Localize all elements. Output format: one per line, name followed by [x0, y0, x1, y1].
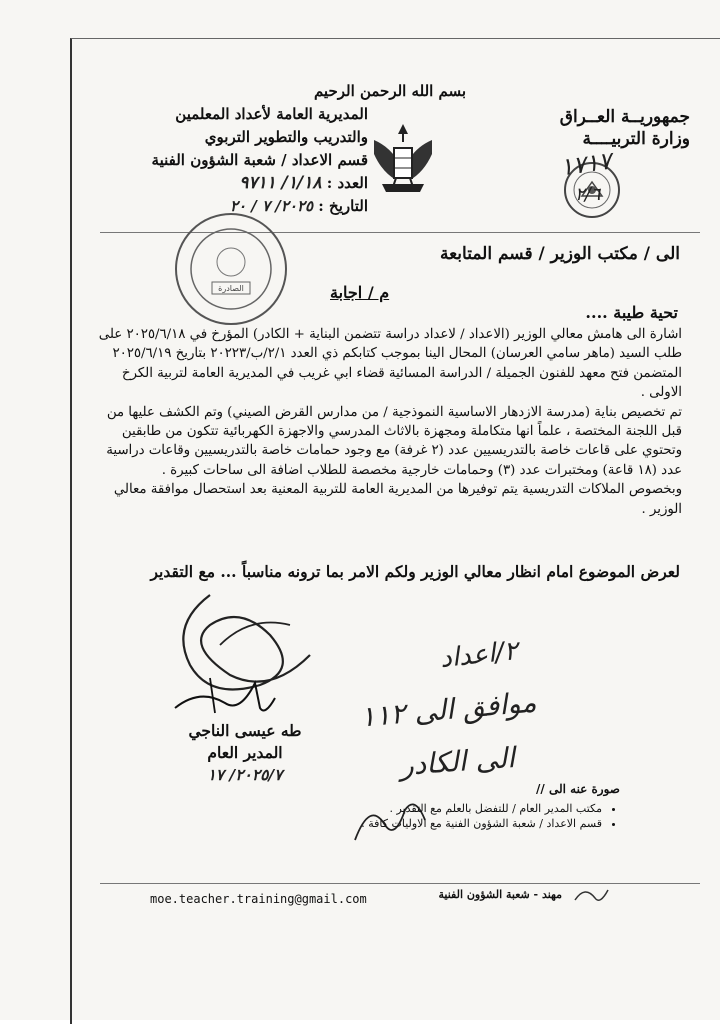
signatory-name: طه عيسى الناجي: [188, 721, 302, 740]
department-header: [118, 103, 368, 218]
copies-block: [320, 782, 620, 831]
contact-email: moe.teacher.training@gmail.com: [150, 892, 367, 906]
iraq-eagle-emblem: [368, 120, 438, 200]
dept-line-2: والتدريب والتطوير التربوي: [204, 128, 368, 146]
date-value: ٢٠٢٥/ ٧ / ٢٠: [230, 197, 314, 215]
number-label: العدد :: [326, 174, 368, 192]
number-line: [118, 172, 368, 195]
addressee: الى / مكتب الوزير / قسم المتابعة: [439, 244, 680, 264]
incoming-ref-number: ١٧١٧: [558, 146, 614, 182]
basmala: بسم الله الرحمن الرحيم: [313, 82, 467, 100]
svg-text:الصادرة: الصادرة: [218, 284, 244, 293]
copies-list: [320, 801, 620, 831]
footer-divider: [100, 883, 700, 884]
date-label: التاريخ :: [318, 197, 368, 215]
official-stamp: [172, 210, 290, 328]
footer-initials-mark: [570, 880, 610, 910]
signatory-title: المدير العام: [207, 743, 283, 762]
incoming-ref-number-2: ٢/٦: [575, 184, 601, 205]
director-signature: [170, 668, 280, 723]
ministry-name: وزارة التربيــــة: [582, 129, 690, 149]
dept-line-1: المديرية العامة لأعداد المعلمين: [175, 105, 368, 123]
letter-body: [92, 325, 682, 519]
greeting: تحية طيبة ....: [585, 303, 678, 322]
body-paragraph-1: اشارة الى هامش معالي الوزير (الاعداد / لاعداد دراسة تتضمن البناية + الكادر) المؤرخ في ٢٠٢٥/٦/١٨ على طلب السيد (ماهر سامي العرسان) المحال الينا بموجب كتابكم ذي العدد ٢/١/ب/٢٠٢٢٣ بتاريخ ٢٠٢٥/٦/١٩ المتضمن فتح معهد للفنون الجميلة / الدراسة المسائية قضاء ابي غريب في المديرية العامة لتربية الكرخ الاولى .: [98, 327, 682, 401]
signatory-date: ٢٠٢٥/٧/ ١٧: [207, 766, 283, 784]
copy-item: • قسم الاعداد / شعبة الشؤون الفنية مع الاوليات كافة .: [320, 816, 602, 831]
handwritten-note-2: موافق الى ١١٢: [358, 685, 538, 734]
copy-item: • مكتب المدير العام / للتفضل بالعلم مع التقدير .: [320, 801, 602, 816]
number-value: ١/١٨/ ٩٧١١: [239, 173, 322, 193]
handwritten-note-1: ٢/اعداد: [438, 636, 520, 674]
footer-note: مهند - شعبة الشؤون الفنية: [438, 888, 562, 901]
subject-line: م / اجابة: [330, 283, 390, 302]
closing-line: لعرض الموضوع امام انظار معالي الوزير ولكم الامر بما ترونه مناسباً ... مع التقدير: [150, 562, 680, 581]
ministry-header: [520, 106, 690, 150]
dept-line-3: قسم الاعداد / شعبة الشؤون الفنية: [151, 151, 368, 169]
copies-title: صورة عنه الى //: [536, 782, 620, 796]
body-paragraph-2: تم تخصيص بناية (مدرسة الازدهار الاساسية النموذجية / من مدارس القرض الصيني) وتم الكشف عليها من قبل اللجنة المختصة ، علماً انها متكاملة ومجهزة بالاثاث المدرسي والاجهزة الكهربائية تتكون من طابقين وتحتوي على قاعات خاصة بالتدريسيين عدد (٢ غرفة) مع وجود حمامات خاصة بالتدريسيين وقاعات دراسية عدد (١٨ قاعة) ومختبرات عدد (٣) وحمامات خارجية مخصصة للطلاب اضافة الى ساحات كبيرة .: [106, 404, 682, 478]
country-name: جمهوريــة العــراق: [559, 107, 690, 127]
handwritten-note-3: الى الكادر: [398, 741, 516, 782]
signatory-block: [185, 720, 305, 786]
body-paragraph-3: وبخصوص الملاكات التدريسية يتم توفيرها من المديرية العامة للتربية المعنية بعد استحصال موافقة معالي الوزير .: [113, 482, 682, 517]
